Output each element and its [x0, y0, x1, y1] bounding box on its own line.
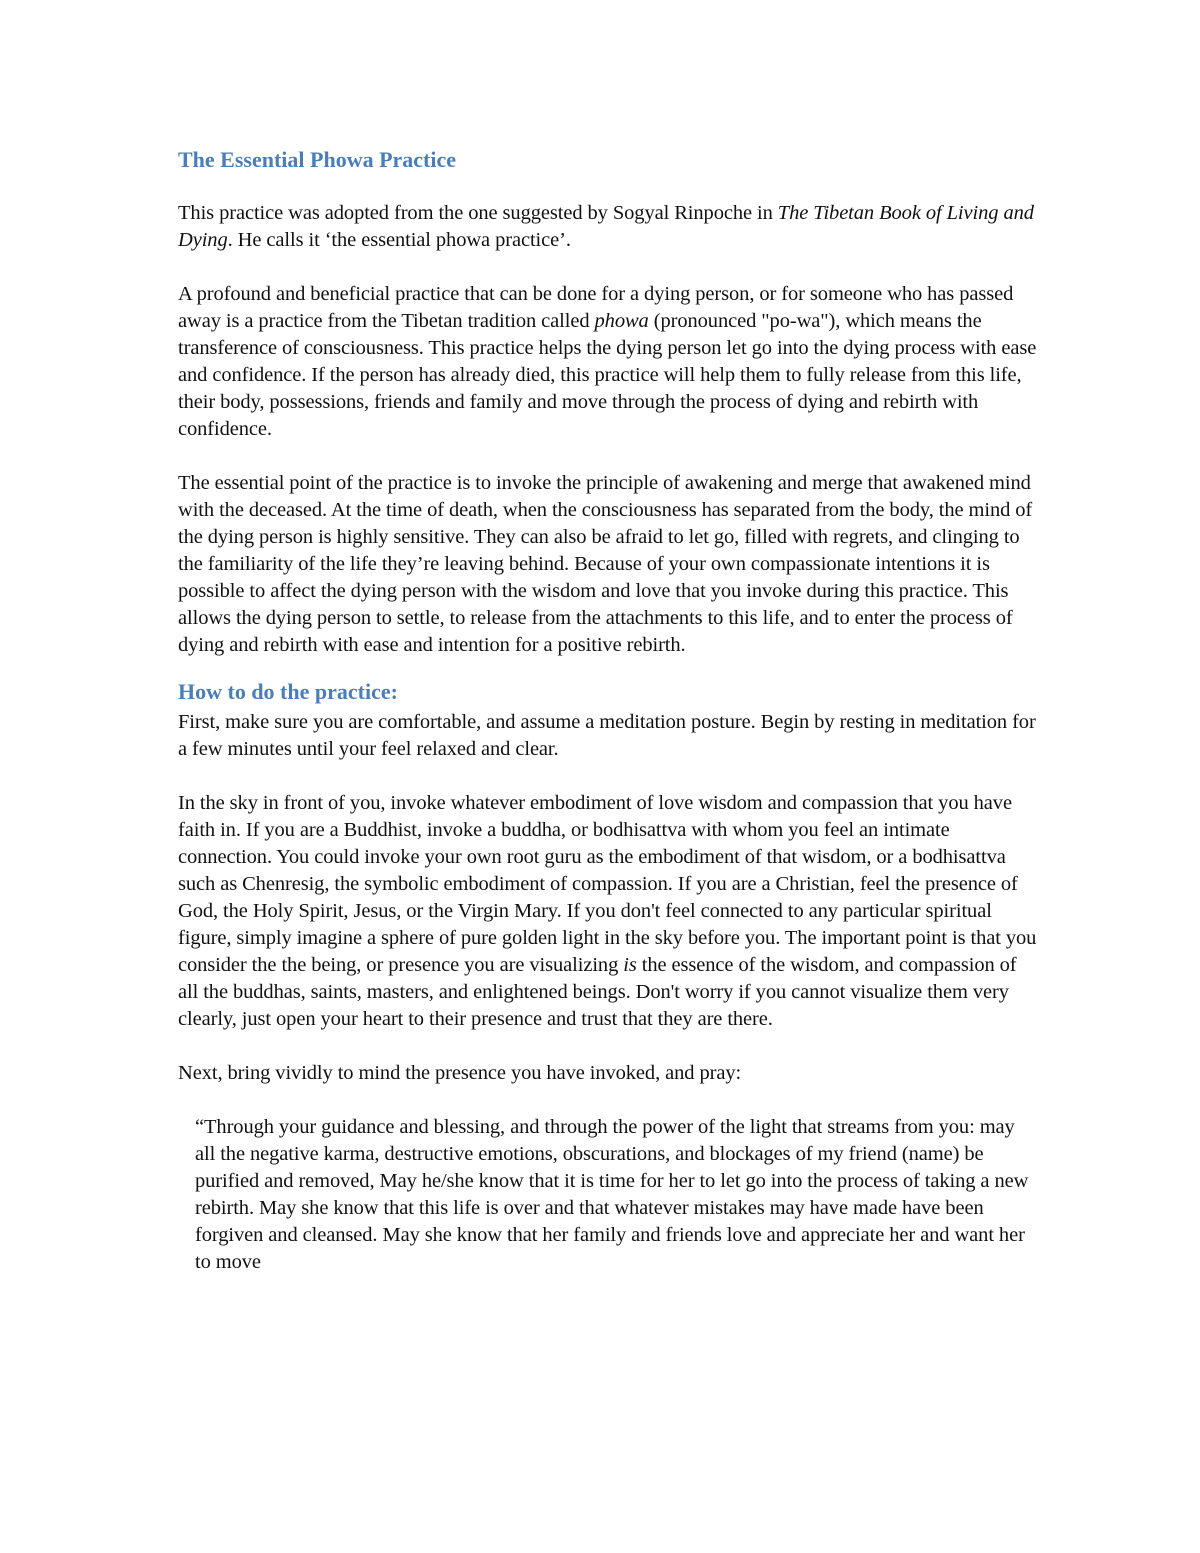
- sky-text-end: the essence of the wisdom, and compassion of all the buddhas, saints, masters, and enlightened beings. Don't worry if you cannot visualize them very clearly, just open your heart to their presence and trust that they are there.: [178, 954, 1017, 1030]
- intro-text-start: This practice was adopted from the one suggested by Sogyal Rinpoche in: [178, 202, 778, 224]
- intro-paragraph: [178, 200, 1038, 254]
- book-title: The Tibetan Book of Living and Dying: [178, 202, 1034, 251]
- sky-text-start: In the sky in front of you, invoke whatever embodiment of love wisdom and compassion that you have faith in. If you are a Buddhist, invoke a buddha, or bodhisattva with whom you feel an intimate connection. You could invoke your own root guru as the embodiment of that wisdom, or a bodhisattva such as Chenresig, the symbolic embodiment of compassion. If you are a Christian, feel the presence of God, the Holy Spirit, Jesus, or the Virgin Mary. If you don't feel connected to any particular spiritual figure, simply imagine a sphere of pure golden light in the sky before you. The important point is that you consider the the being, or presence you are visualizing: [178, 792, 1037, 976]
- document-page: [178, 140, 1038, 1276]
- how-to-heading: How to do the practice:: [178, 679, 398, 704]
- first-step-paragraph: First, make sure you are comfortable, and assume a meditation posture. Begin by resting in meditation for a few minutes until your feel relaxed and clear.: [178, 711, 1036, 760]
- profound-text-end: (pronounced "po-wa"), which means the transference of consciousness. This practice helps the dying person let go into the dying process with ease and confidence. If the person has already died, this practice will help them to fully release from this life, their body, possessions, friends and family and move through the process of dying and rebirth with confidence.: [178, 310, 1037, 440]
- document-title: The Essential Phowa Practice: [178, 147, 457, 172]
- intro-text-end: . He calls it ‘the essential phowa practice’.: [227, 229, 571, 251]
- phowa-term: phowa: [594, 310, 649, 332]
- next-step-paragraph: Next, bring vividly to mind the presence you have invoked, and pray:: [178, 1062, 742, 1084]
- sky-invocation-paragraph: [178, 790, 1038, 1033]
- emphasis-is: is: [623, 954, 637, 976]
- profound-text-start: A profound and beneficial practice that can be done for a dying person, or for someone who has passed away is a practice from the Tibetan tradition called: [178, 283, 1014, 332]
- essential-point-paragraph: The essential point of the practice is to invoke the principle of awakening and merge that awakened mind with the deceased. At the time of death, when the consciousness has separated from the body, the mind of the dying person is highly sensitive. They can also be afraid to let go, filled with regrets, and clinging to the familiarity of the life they’re leaving behind. Because of your own compassionate intentions it is possible to affect the dying person with the wisdom and love that you invoke during this practice. This allows the dying person to settle, to release from the attachments to this life, and to enter the process of dying and rebirth with ease and intention for a positive rebirth.: [178, 472, 1033, 656]
- prayer-quote: “Through your guidance and blessing, and through the power of the light that streams from you: may all the negative karma, destructive emotions, obscurations, and blockages of my friend (name) be purified and removed, May he/she know that it is time for her to let go into the process of taking a new rebirth. May she know that this life is over and that whatever mistakes may have made have been forgiven and cleansed. May she know that her family and friends love and appreciate her and want her to move: [195, 1116, 1029, 1273]
- profound-paragraph: [178, 281, 1038, 443]
